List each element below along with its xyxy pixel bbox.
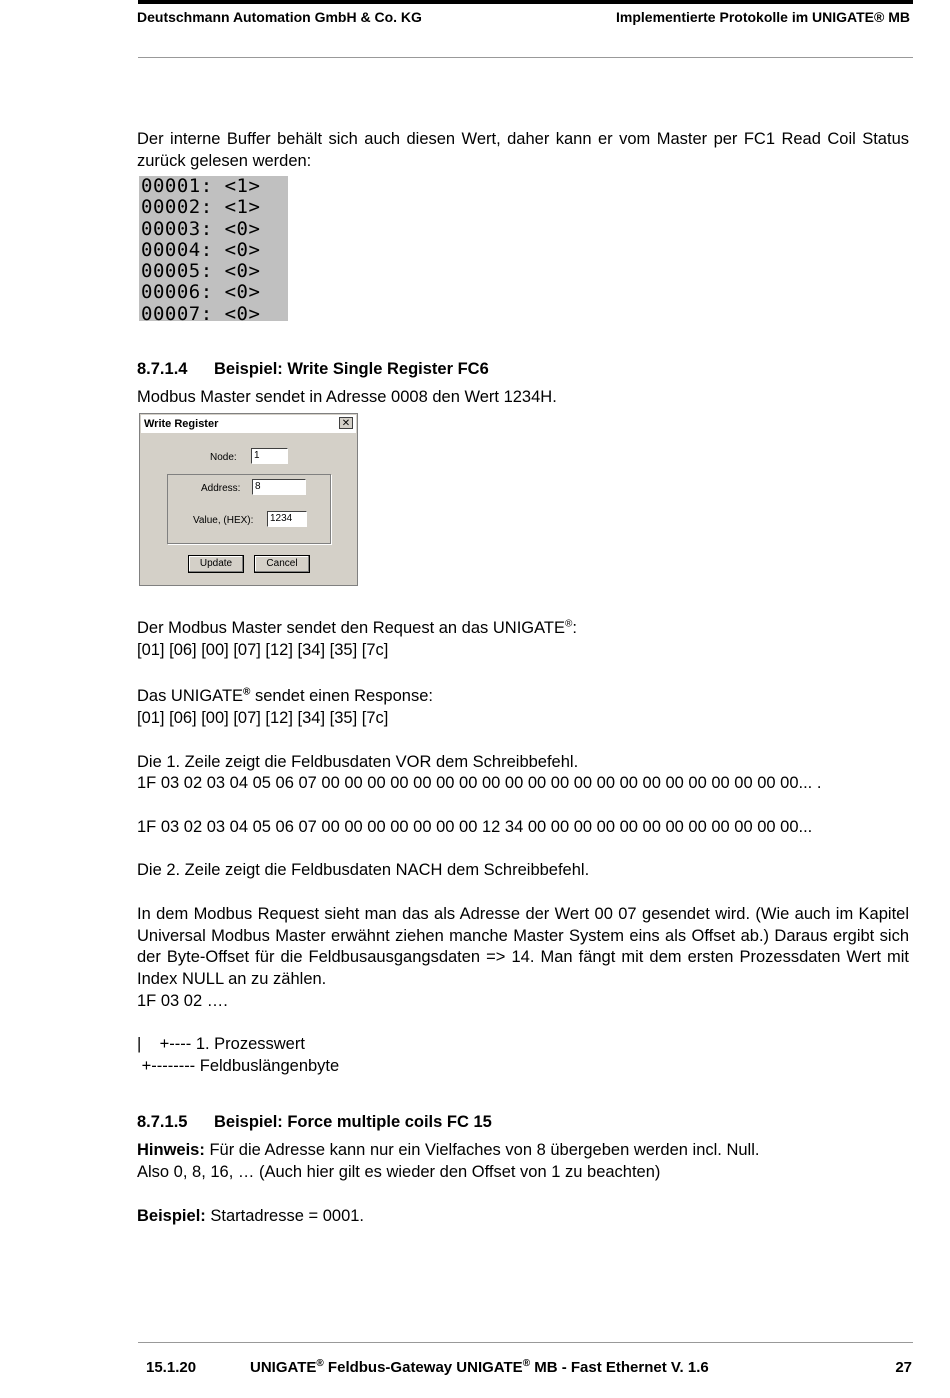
- coil-status-image: [139, 175, 288, 325]
- section-title: Beispiel: Write Single Register FC6: [214, 360, 489, 378]
- explanation-paragraph: In dem Modbus Request sieht man das als Adresse der Wert 00 07 gesendet wird. (Wie auch im Kapitel Universal Modbus Master erwähnt ziehen manche Master System eins als Offset ab.) Daraus ergibt sich der Byte-Offset für die Feldbusausgangsdaten => 14. Man fängt mit dem ersten Prozessdaten Wert mit Index NULL an zu zählen.: [137, 905, 909, 988]
- write-register-dialog: [139, 413, 358, 586]
- section-heading-fc6: [137, 360, 489, 379]
- response-bytes: [01] [06] [00] [07] [12] [34] [35] [7c]: [137, 708, 389, 727]
- header-rule: [138, 0, 913, 4]
- registered-mark: ®: [522, 1358, 531, 1369]
- request-bytes: [01] [06] [00] [07] [12] [34] [35] [7c]: [137, 640, 389, 659]
- section-heading-fc15: [137, 1113, 492, 1132]
- coil-row: 00003: <0>: [141, 217, 261, 240]
- node-field[interactable]: 1: [251, 448, 288, 464]
- dialog-group-box: [167, 474, 331, 544]
- footer-title: [250, 1359, 709, 1376]
- hex-short: 1F 03 02 ….: [137, 992, 228, 1010]
- example-text: Startadresse = 0001.: [205, 1207, 365, 1225]
- line1-description: Die 1. Zeile zeigt die Feldbusdaten VOR dem Schreibbefehl.: [137, 753, 579, 771]
- header-company: Deutschmann Automation GmbH & Co. KG: [137, 9, 422, 25]
- request-text: Der Modbus Master sendet den Request an das UNIGATE: [137, 619, 565, 637]
- footer-title-part: UNIGATE: [250, 1359, 317, 1376]
- footer-separator: [138, 1342, 913, 1343]
- coil-row: 00001: <1>: [141, 175, 261, 197]
- footer-title-part: MB - Fast Ethernet V. 1.6: [530, 1359, 709, 1376]
- diagram-line-2: +-------- Feldbuslängenbyte: [137, 1057, 340, 1075]
- example-paragraph: [137, 1206, 909, 1228]
- node-label: Node:: [210, 452, 237, 463]
- hint-label: Hinweis:: [137, 1141, 205, 1159]
- footer-date: 15.1.20: [146, 1359, 197, 1376]
- line1-hex: 1F 03 02 03 04 05 06 07 00 00 00 00 00 00 00 00 00 00 00 00 00 00 00 00 00 00 00 00 00... .: [137, 774, 822, 792]
- registered-mark: ®: [243, 686, 251, 698]
- registered-mark: ®: [565, 618, 573, 630]
- value-field[interactable]: 1234: [267, 511, 307, 527]
- request-colon: :: [572, 619, 577, 637]
- intro-paragraph: Der interne Buffer behält sich auch diesen Wert, daher kann er vom Master per FC1 Read Coil Status zurück gelesen werden:: [137, 130, 909, 170]
- section-number: 8.7.1.5: [137, 1113, 188, 1131]
- address-field[interactable]: 8: [252, 479, 306, 495]
- close-icon[interactable]: ✕: [339, 417, 353, 429]
- header-chapter: Implementierte Protokolle im UNIGATE® MB: [616, 9, 910, 25]
- coil-row: 00005: <0>: [141, 260, 261, 283]
- example-label: Beispiel:: [137, 1207, 206, 1225]
- update-button[interactable]: Update: [188, 555, 244, 573]
- line2-description: Die 2. Zeile zeigt die Feldbusdaten NACH dem Schreibbefehl.: [137, 861, 590, 879]
- address-label: Address:: [201, 483, 241, 494]
- header-separator: [138, 57, 913, 58]
- hint-line-2: Also 0, 8, 16, … (Auch hier gilt es wieder den Offset von 1 zu beachten): [137, 1162, 661, 1181]
- section-title: Beispiel: Force multiple coils FC 15: [214, 1113, 492, 1131]
- diagram-line-1: | +---- 1. Prozesswert: [137, 1035, 305, 1053]
- response-text: Das UNIGATE: [137, 687, 244, 705]
- section-number: 8.7.1.4: [137, 360, 188, 378]
- section-fc6-text: Modbus Master sendet in Adresse 0008 den Wert 1234H.: [137, 388, 557, 406]
- coil-row: 00006: <0>: [141, 281, 261, 304]
- dialog-title: Write Register: [141, 415, 356, 433]
- request-paragraph: [137, 618, 909, 661]
- value-label: Value, (HEX):: [193, 515, 254, 526]
- page-number: 27: [895, 1359, 912, 1376]
- response-text-end: sendet einen Response:: [250, 687, 433, 705]
- registered-mark: ®: [316, 1358, 324, 1369]
- coil-row: 00004: <0>: [141, 238, 261, 261]
- hint-paragraph: [137, 1140, 909, 1183]
- coil-row: 00002: <1>: [141, 196, 261, 219]
- line2-hex: 1F 03 02 03 04 05 06 07 00 00 00 00 00 00 00 12 34 00 00 00 00 00 00 00 00 00 00 00 00...: [137, 818, 813, 836]
- response-paragraph: [137, 686, 909, 729]
- coil-row: 00007: <0>: [141, 302, 261, 325]
- hint-text: Für die Adresse kann nur ein Vielfaches von 8 übergeben werden incl. Null.: [204, 1141, 760, 1159]
- footer-title-part: Feldbus-Gateway UNIGATE: [323, 1359, 523, 1376]
- cancel-button[interactable]: Cancel: [254, 555, 310, 573]
